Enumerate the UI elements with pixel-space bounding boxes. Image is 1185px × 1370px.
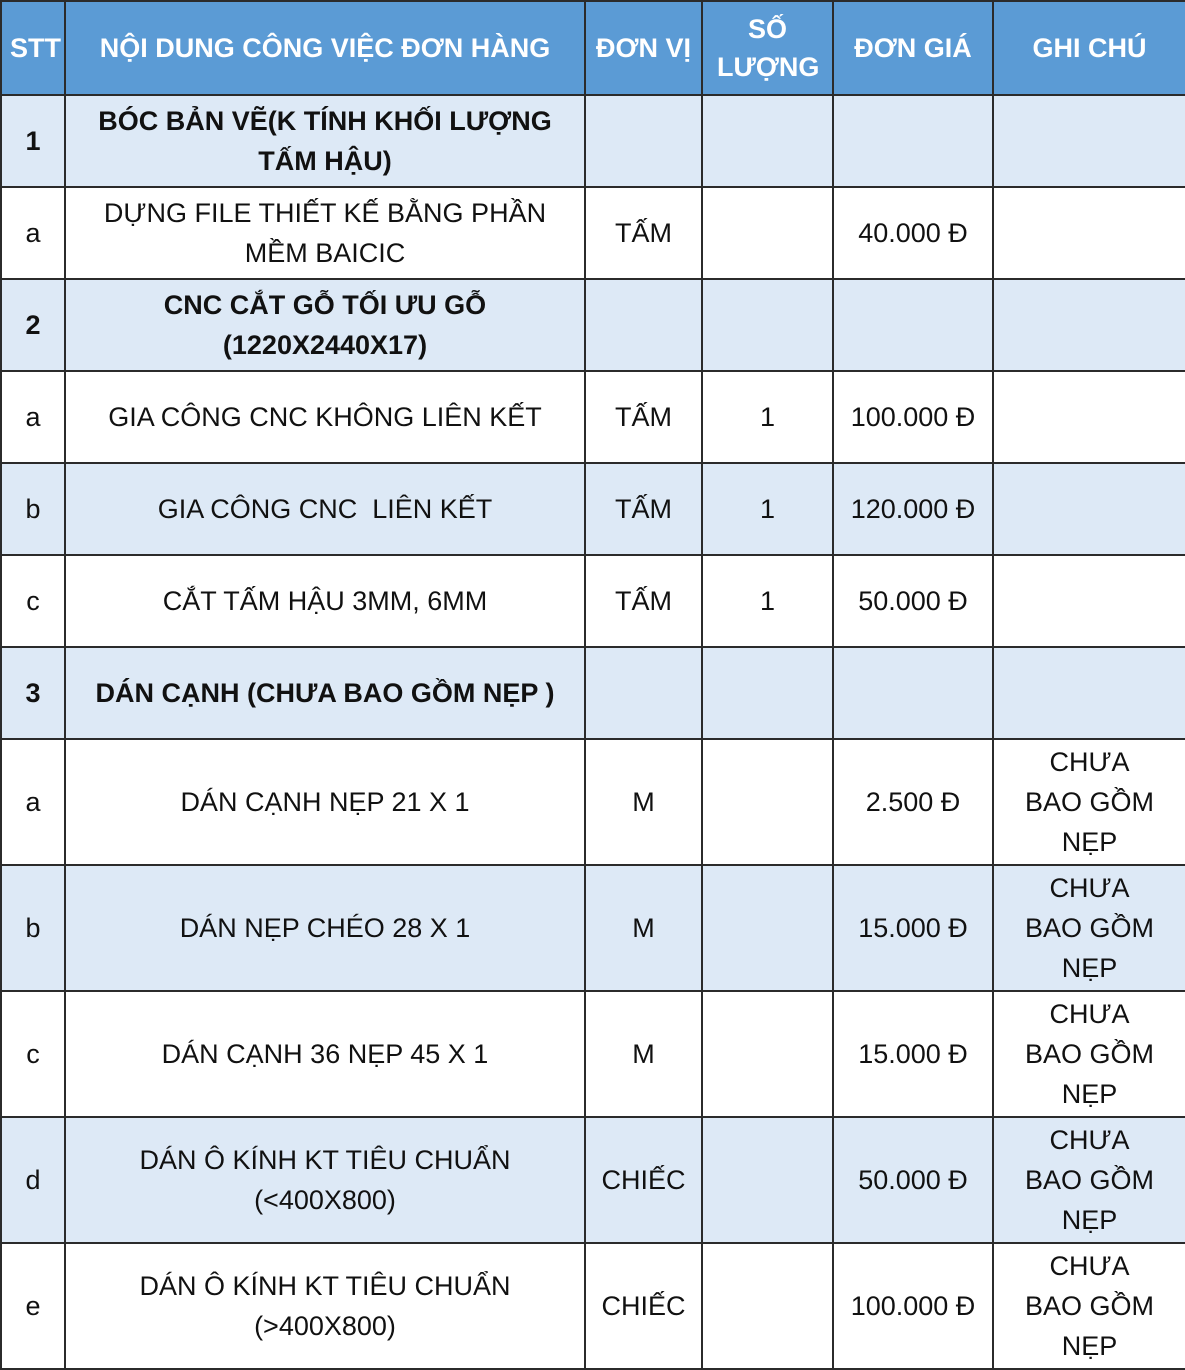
cell-note [993,555,1185,647]
cell-unit [585,279,702,371]
cell-qty [702,865,833,991]
cell-note: CHƯA BAO GỒM NẸP [993,1117,1185,1243]
cell-content: DÁN Ô KÍNH KT TIÊU CHUẨN (<400X800) [65,1117,585,1243]
table-row [1,279,1185,371]
cell-unit: CHIẾC [585,1243,702,1369]
cell-note [993,371,1185,463]
cell-qty [702,187,833,279]
cell-note [993,95,1185,187]
cell-note [993,463,1185,555]
cell-price: 50.000 Đ [833,555,993,647]
table-row [1,187,1185,279]
cell-price [833,647,993,739]
cell-qty [702,1243,833,1369]
cell-price [833,279,993,371]
cell-qty [702,647,833,739]
cell-price: 100.000 Đ [833,371,993,463]
table-row [1,865,1185,991]
table-row [1,647,1185,739]
table-header-row [1,1,1185,95]
cell-note [993,187,1185,279]
cell-content: DÁN NẸP CHÉO 28 X 1 [65,865,585,991]
cell-price: 50.000 Đ [833,1117,993,1243]
cell-note: CHƯA BAO GỒM NẸP [993,991,1185,1117]
cell-unit: TẤM [585,555,702,647]
cell-stt: e [1,1243,65,1369]
cell-stt: 2 [1,279,65,371]
table-row [1,371,1185,463]
cell-qty: 1 [702,555,833,647]
cell-unit: M [585,739,702,865]
header-note: GHI CHÚ [993,1,1185,95]
cell-note [993,647,1185,739]
cell-content: DÁN Ô KÍNH KT TIÊU CHUẨN (>400X800) [65,1243,585,1369]
cell-price: 100.000 Đ [833,1243,993,1369]
cell-content: DÁN CẠNH (CHƯA BAO GỒM NẸP ) [65,647,585,739]
cell-qty [702,991,833,1117]
cell-content: BÓC BẢN VẼ(K TÍNH KHỐI LƯỢNG TẤM HẬU) [65,95,585,187]
cell-unit: M [585,865,702,991]
cell-stt: c [1,991,65,1117]
header-price: ĐƠN GIÁ [833,1,993,95]
table-row [1,739,1185,865]
cell-content: DÁN CẠNH 36 NẸP 45 X 1 [65,991,585,1117]
cell-price [833,95,993,187]
cell-qty: 1 [702,463,833,555]
cell-qty: 1 [702,371,833,463]
cell-content: DÁN CẠNH NẸP 21 X 1 [65,739,585,865]
table-row [1,95,1185,187]
cell-price: 15.000 Đ [833,865,993,991]
cell-price: 15.000 Đ [833,991,993,1117]
cell-content: CNC CẮT GỖ TỐI ƯU GỖ (1220X2440X17) [65,279,585,371]
cell-stt: b [1,865,65,991]
cell-unit: CHIẾC [585,1117,702,1243]
header-qty: SỐ LƯỢNG [702,1,833,95]
cell-stt: a [1,739,65,865]
cell-stt: b [1,463,65,555]
table-row [1,463,1185,555]
cell-content: CẮT TẤM HẬU 3MM, 6MM [65,555,585,647]
table-row [1,991,1185,1117]
cell-note: CHƯA BAO GỒM NẸP [993,1243,1185,1369]
cell-price: 2.500 Đ [833,739,993,865]
cell-note: CHƯA BAO GỒM NẸP [993,739,1185,865]
cell-unit: M [585,991,702,1117]
cell-note [993,279,1185,371]
cell-price: 40.000 Đ [833,187,993,279]
cell-stt: a [1,187,65,279]
cell-unit [585,95,702,187]
cell-unit: TẤM [585,187,702,279]
table-row [1,1117,1185,1243]
cell-qty [702,739,833,865]
cell-content: DỰNG FILE THIẾT KẾ BẰNG PHẦN MỀM BAICIC [65,187,585,279]
cell-stt: c [1,555,65,647]
cell-stt: 3 [1,647,65,739]
cell-unit: TẤM [585,371,702,463]
cell-stt: a [1,371,65,463]
cell-qty [702,1117,833,1243]
cell-stt: d [1,1117,65,1243]
header-unit: ĐƠN VỊ [585,1,702,95]
cell-content: GIA CÔNG CNC LIÊN KẾT [65,463,585,555]
cell-note: CHƯA BAO GỒM NẸP [993,865,1185,991]
cell-content: GIA CÔNG CNC KHÔNG LIÊN KẾT [65,371,585,463]
cell-unit [585,647,702,739]
cell-stt: 1 [1,95,65,187]
cell-price: 120.000 Đ [833,463,993,555]
header-stt: STT [1,1,65,95]
cell-unit: TẤM [585,463,702,555]
cell-qty [702,95,833,187]
cell-qty [702,279,833,371]
table-row [1,555,1185,647]
table-row [1,1243,1185,1369]
header-content: NỘI DUNG CÔNG VIỆC ĐƠN HÀNG [65,1,585,95]
